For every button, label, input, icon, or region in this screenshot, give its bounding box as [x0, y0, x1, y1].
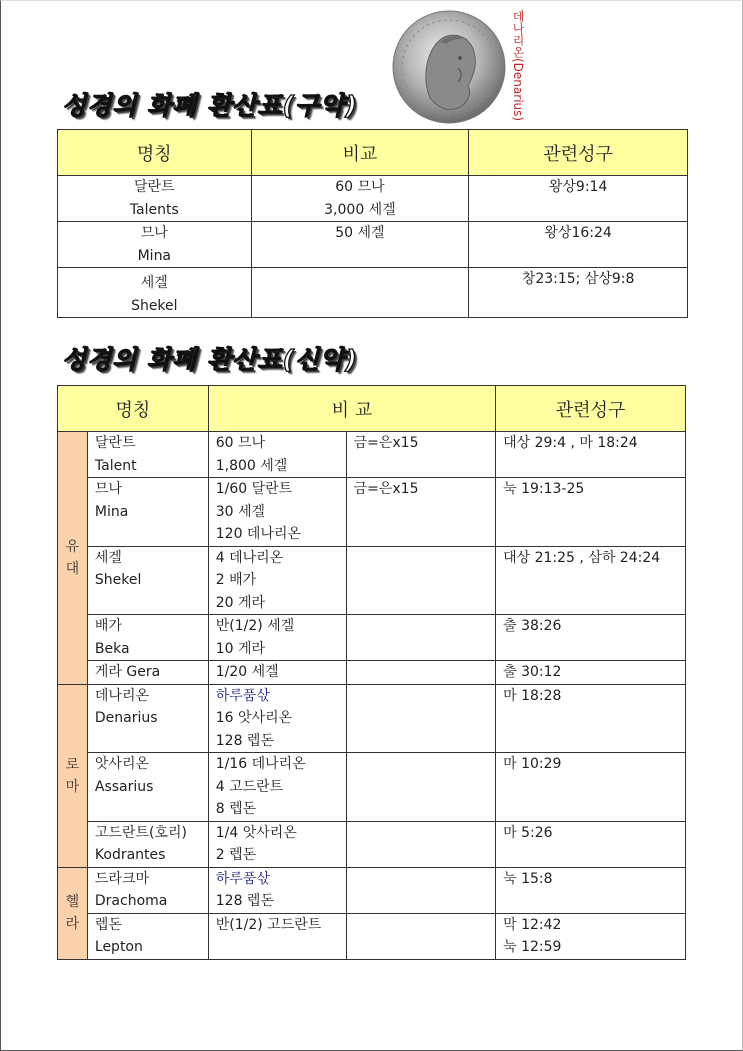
table-row — [58, 222, 688, 268]
header-references: 관련성구 — [469, 130, 688, 176]
coin-name-en: Lepton — [94, 939, 143, 955]
coin-name-en: Talent — [94, 457, 137, 474]
table-row — [58, 821, 686, 867]
reference: 창23:15; 삼상9:8 — [521, 271, 635, 287]
comparison: 20 게라 — [215, 594, 266, 611]
region-greece: 헬 라 — [58, 867, 88, 959]
reference: 왕상9:14 — [548, 179, 608, 195]
coin-name-ko: 달란트 — [94, 435, 136, 451]
coin-name-ko: 달란트 — [134, 179, 175, 195]
comparison: 1/4 앗사리온 — [215, 824, 297, 841]
reference: 왕상16:24 — [544, 225, 612, 241]
coin-name-ko: 드라크마 — [94, 870, 149, 887]
comparison: 50 세겔 — [335, 225, 385, 241]
table-row — [58, 478, 686, 547]
comparison: 1/60 달란트 — [215, 481, 293, 497]
reference: 마 18:28 — [503, 687, 562, 704]
coin-name: 게라 Gera — [94, 664, 161, 680]
coin-name-en: Talents — [129, 201, 179, 218]
table-row — [58, 661, 686, 685]
table-row — [58, 867, 686, 913]
reference: 마 10:29 — [503, 756, 562, 772]
coin-name-en: Shekel — [94, 572, 142, 588]
table-row — [58, 176, 688, 222]
header-name: 명칭 — [58, 130, 252, 176]
table-row — [58, 546, 686, 615]
comparison: 4 고드란트 — [215, 778, 284, 795]
coin-name-en: Shekel — [131, 297, 178, 314]
comparison: 1/20 세겔 — [215, 664, 279, 680]
comparison: 30 세겔 — [215, 503, 266, 520]
comparison: 4 데나리온 — [215, 549, 284, 566]
comparison: 120 데나리온 — [215, 526, 302, 542]
region-judea: 유 대 — [58, 432, 88, 685]
reference: 눅 12:59 — [503, 939, 562, 955]
reference: 마 5:26 — [503, 824, 553, 841]
comparison: 3,000 세겔 — [324, 201, 396, 218]
comparison: 1,800 세겔 — [215, 457, 288, 474]
reference: 대상 21:25 , 삼하 24:24 — [503, 549, 661, 566]
note: 금=은x15 — [353, 481, 419, 497]
coin-name-ko: 세겔 — [140, 275, 168, 291]
comparison-highlight: 하루품삯 — [215, 870, 270, 887]
old-testament-title: 성경의 화폐 환산표(구약) — [62, 91, 358, 120]
comparison: 반(1/2) 세겔 — [215, 618, 295, 634]
coin-name-ko: 므나 — [140, 225, 168, 241]
header-comparison: 비 교 — [208, 386, 495, 432]
table-row — [58, 615, 686, 661]
coin-name-en: Kodrantes — [94, 847, 166, 863]
comparison: 반(1/2) 고드란트 — [215, 916, 322, 933]
reference: 눅 15:8 — [503, 870, 553, 887]
table-row — [58, 684, 686, 753]
coin-name-en: Assarius — [94, 778, 154, 795]
comparison: 1/16 데나리온 — [215, 756, 306, 772]
coin-name-ko: 고드란트(호리) — [94, 824, 187, 841]
comparison: 16 앗사리온 — [215, 710, 293, 726]
coin-name-ko: 렙돈 — [94, 916, 122, 933]
coin-name-ko: 므나 — [94, 481, 122, 497]
coin-name-en: Denarius — [94, 710, 158, 726]
coin-name-en: Mina — [137, 247, 172, 264]
note: 금=은x15 — [353, 435, 419, 451]
comparison: 60 므나 — [215, 435, 266, 451]
region-rome: 로 마 — [58, 684, 88, 867]
comparison: 128 렙돈 — [215, 732, 274, 749]
comparison-highlight: 하루품삯 — [215, 687, 270, 704]
table-row — [58, 753, 686, 822]
table-row — [58, 268, 688, 318]
table-row — [58, 913, 686, 959]
comparison: 2 렙돈 — [215, 847, 257, 863]
comparison: 10 게라 — [215, 640, 266, 657]
coin-name-ko: 세겔 — [94, 549, 122, 566]
comparison: 8 렙돈 — [215, 801, 257, 817]
table-row — [58, 432, 686, 478]
header-references: 관련성구 — [496, 386, 686, 432]
coin-name-ko: 배가 — [94, 618, 122, 634]
denarius-coin-image — [388, 8, 510, 126]
reference: 막 12:42 — [503, 916, 562, 933]
coin-name-en: Mina — [94, 503, 129, 520]
coin-name-en: Drachoma — [94, 893, 168, 909]
header-comparison: 비교 — [251, 130, 469, 176]
reference: 출 30:12 — [503, 664, 562, 680]
new-testament-table — [57, 385, 686, 960]
reference: 눅 19:13-25 — [503, 481, 585, 497]
coin-caption: 데나리온(Denarius) — [511, 10, 525, 122]
old-testament-table — [57, 129, 688, 318]
comparison: 128 렙돈 — [215, 893, 274, 909]
comparison: 2 배가 — [215, 572, 257, 588]
coin-name-ko: 앗사리온 — [94, 756, 149, 772]
header-name: 명칭 — [58, 386, 209, 432]
coin-name-en: Beka — [94, 640, 130, 657]
coin-name-ko: 데나리온 — [94, 687, 149, 704]
comparison: 60 므나 — [335, 179, 385, 195]
new-testament-title: 성경의 화폐 환산표(신약) — [62, 345, 358, 374]
reference: 출 38:26 — [503, 618, 562, 634]
reference: 대상 29:4 , 마 18:24 — [503, 435, 638, 451]
